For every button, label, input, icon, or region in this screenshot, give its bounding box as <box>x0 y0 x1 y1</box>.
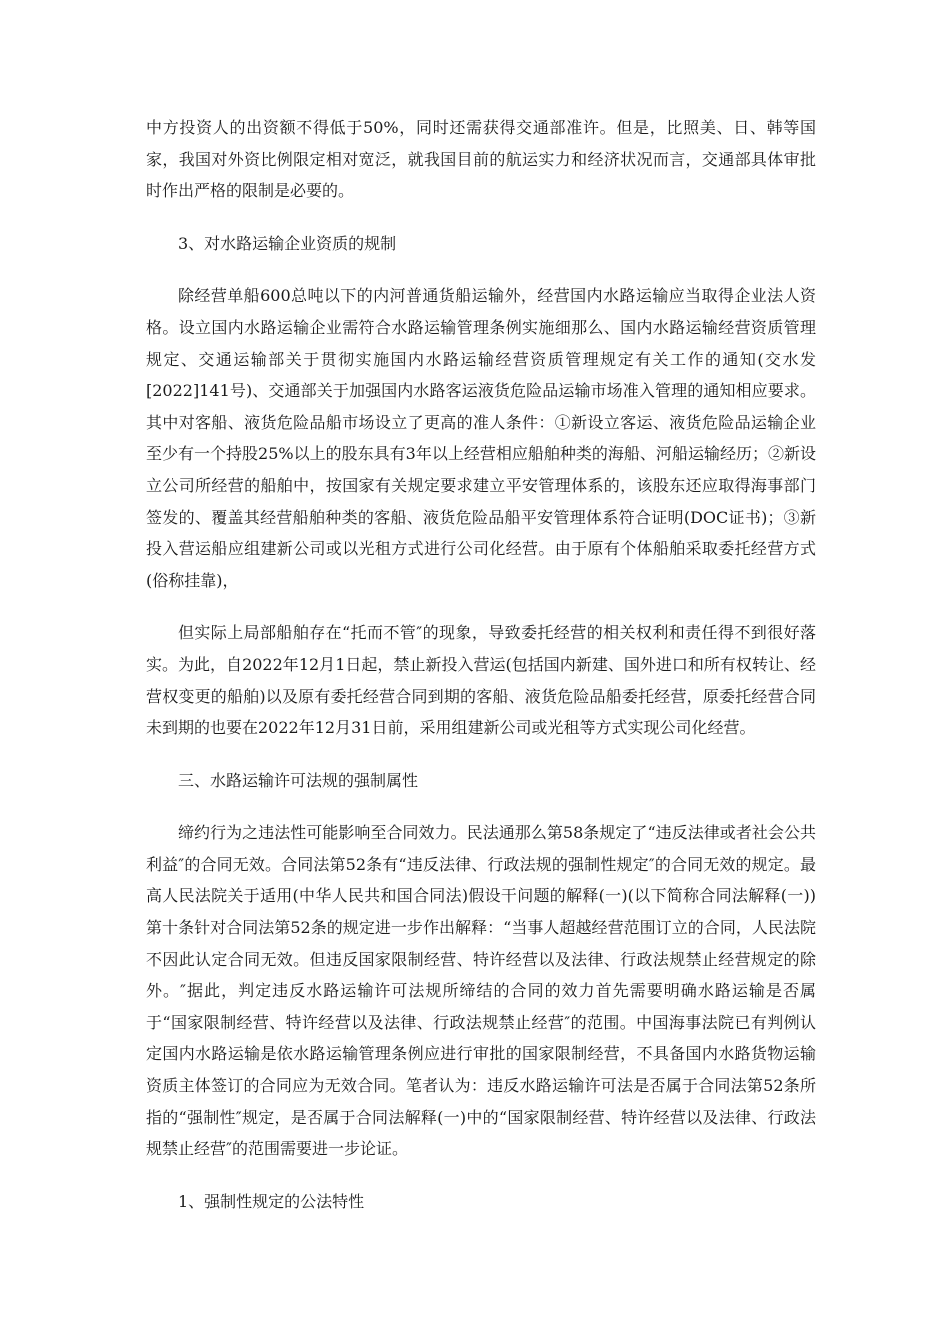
paragraph-foreign-investment: 中方投资人的出资额不得低于50%，同时还需获得交通部准许。但是，比照美、日、韩等国家，我国对外资比例限定相对宽泛，就我国目前的航运实力和经济状况而言，交通部具体审批时作出严格的限制是必要的。 <box>146 118 816 201</box>
document-body <box>146 112 816 1238</box>
paragraph-entrusted-operation: 但实际上局部船舶存在“托而不管″的现象，导致委托经营的相关权利和责任得不到很好落实。为此，自2022年12月1日起，禁止新投入营运(包括国内新建、国外进口和所有权转让、经营权变更的船舶)以及原有委托经营合同到期的客船、液货危险品船委托经营，原委托经营合同未到期的也要在2022年12月31日前，采用组建新公司或光租等方式实现公司化经营。 <box>146 623 816 738</box>
paragraph-qualification-rules: 除经营单船600总吨以下的内河普通货船运输外，经营国内水路运输应当取得企业法人资格。设立国内水路运输企业需符合水路运输管理条例实施细那么、国内水路运输经营资质管理规定、交通运输部关于贯彻实施国内水路运输经营资质管理规定有关工作的通知(交水发[2022]141号)、交通部关于加强国内水路客运液货危险品运输市场准入管理的通知相应要求。其中对客船、液货危险品船市场设立了更高的准人条件：①新设立客运、液货危险品运输企业至少有一个持股25%以上的股东具有3年以上经营相应船舶种类的海船、河船运输经历；②新设立公司所经营的船舶中，按国家有关规定要求建立平安管理体系的，该股东还应取得海事部门签发的、覆盖其经营船舶种类的客船、液货危险品船平安管理体系符合证明(DOC证书)；③新投入营运船应组建新公司或以光租方式进行公司化经营。由于原有个体船舶采取委托经营方式(俗称挂靠)， <box>146 286 816 590</box>
paragraph-contract-validity: 缔约行为之违法性可能影响至合同效力。民法通那么第58条规定了“违反法律或者社会公共利益″的合同无效。合同法第52条有“违反法律、行政法规的强制性规定″的合同无效的规定。最高人民法院关于适用(中华人民共和国合同法)假设干问题的解释(一)(以下简称合同法解释(一))第十条针对合同法第52条的规定进一步作出解释：“当事人超越经营范围订立的合同，人民法院不因此认定合同无效。但违反国家限制经营、特许经营以及法律、行政法规禁止经营规定的除外。″据此，判定违反水路运输许可法规所缔结的合同的效力首先需要明确水路运输是否属于“国家限制经营、特许经营以及法律、行政法规禁止经营″的范围。中国海事法院已有判例认定国内水路运输是依水路运输管理条例应进行审批的国家限制经营，不具备国内水路货物运输资质主体签订的合同应为无效合同。笔者认为：违反水路运输许可法是否属于合同法第52条所指的“强制性″规定，是否属于合同法解释(一)中的“国家限制经营、特许经营以及法律、行政法规禁止经营″的范围需要进一步论证。 <box>146 823 816 1159</box>
heading-public-law-feature: 1、强制性规定的公法特性 <box>178 1191 365 1211</box>
heading-enterprise-qualification: 3、对水路运输企业资质的规制 <box>178 233 397 253</box>
heading-mandatory-nature: 三、水路运输许可法规的强制属性 <box>178 770 419 790</box>
